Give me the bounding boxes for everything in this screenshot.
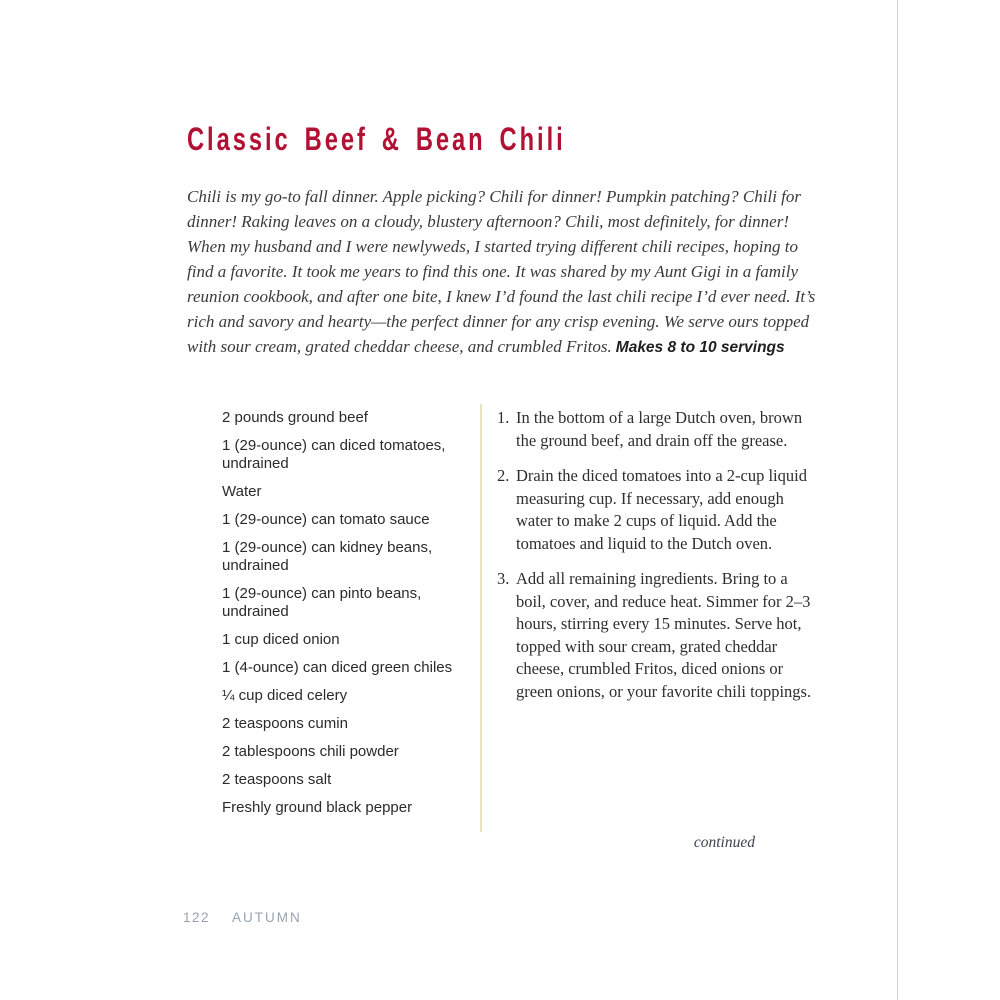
ingredient-item: 1 (4-ounce) can diced green chiles: [222, 659, 453, 676]
ingredient-item: 2 tablespoons chili powder: [222, 743, 399, 760]
page-edge-divider: [897, 0, 898, 1000]
instruction-step: [497, 568, 815, 703]
page-footer: [183, 910, 302, 925]
instruction-step: [497, 465, 815, 555]
instruction-step-text: Drain the diced tomatoes into a 2-cup liquid measuring cup. If necessary, add enough water to make 2 cups of liquid. Add the tomatoes and liquid to the Dutch oven.: [516, 466, 807, 553]
ingredient-item: 1 (29-ounce) can diced tomatoes, undrained: [222, 437, 446, 472]
ingredient-item: 2 teaspoons salt: [222, 771, 332, 788]
recipe-intro: [187, 184, 819, 360]
servings-note: Makes 8 to 10 servings: [615, 339, 785, 356]
ingredient-item: Water: [222, 483, 262, 500]
continued-label: continued: [693, 834, 755, 851]
ingredient-item: ¼ cup diced celery: [222, 687, 348, 704]
instruction-step-number: 2.: [497, 466, 510, 485]
recipe-title: Classic Beef & Bean Chili: [187, 121, 566, 157]
instruction-step-number: 3.: [497, 569, 510, 588]
page-number: 122: [183, 910, 211, 925]
recipe-intro-text: Chili is my go-to fall dinner. Apple picking? Chili for dinner! Pumpkin patching? Chili for dinner! Raking leaves on a cloudy, blustery afternoon? Chili, most definitely, for dinner! When my husband and I were newlyweds, I started trying different chili recipes, hoping to find a favorite. It took me years to find this one. It was shared by my Aunt Gigi in a family reunion cookbook, and after one bite, I knew I’d found the last chili recipe I’d ever need. It’s rich and savory and hearty—the perfect dinner for any crisp evening. We serve ours topped with sour cream, grated cheddar cheese, and crumbled Fritos.: [187, 187, 816, 356]
ingredient-item: 1 (29-ounce) can tomato sauce: [222, 511, 430, 528]
instruction-step-text: Add all remaining ingredients. Bring to a boil, cover, and reduce heat. Simmer for 2–3 hours, stirring every 15 minutes. Serve hot, topped with sour cream, grated cheddar cheese, crumbled Fritos, diced onions or green onions, or your favorite chili toppings.: [516, 569, 812, 701]
instruction-step: [497, 407, 815, 452]
column-divider: [480, 404, 482, 832]
ingredient-item: Freshly ground black pepper: [222, 799, 413, 816]
ingredient-item: 2 pounds ground beef: [222, 409, 368, 426]
ingredient-item: 1 cup diced onion: [222, 631, 340, 648]
section-label: AUTUMN: [232, 910, 302, 925]
ingredient-item: 1 (29-ounce) can kidney beans, undrained: [222, 539, 433, 574]
instructions-list: [497, 407, 815, 716]
ingredient-item: 2 teaspoons cumin: [222, 715, 348, 732]
instruction-step-text: In the bottom of a large Dutch oven, brown the ground beef, and drain off the grease.: [516, 408, 803, 450]
ingredient-item: 1 (29-ounce) can pinto beans, undrained: [222, 585, 422, 620]
ingredients-list: [222, 409, 470, 827]
instruction-step-number: 1.: [497, 408, 510, 427]
